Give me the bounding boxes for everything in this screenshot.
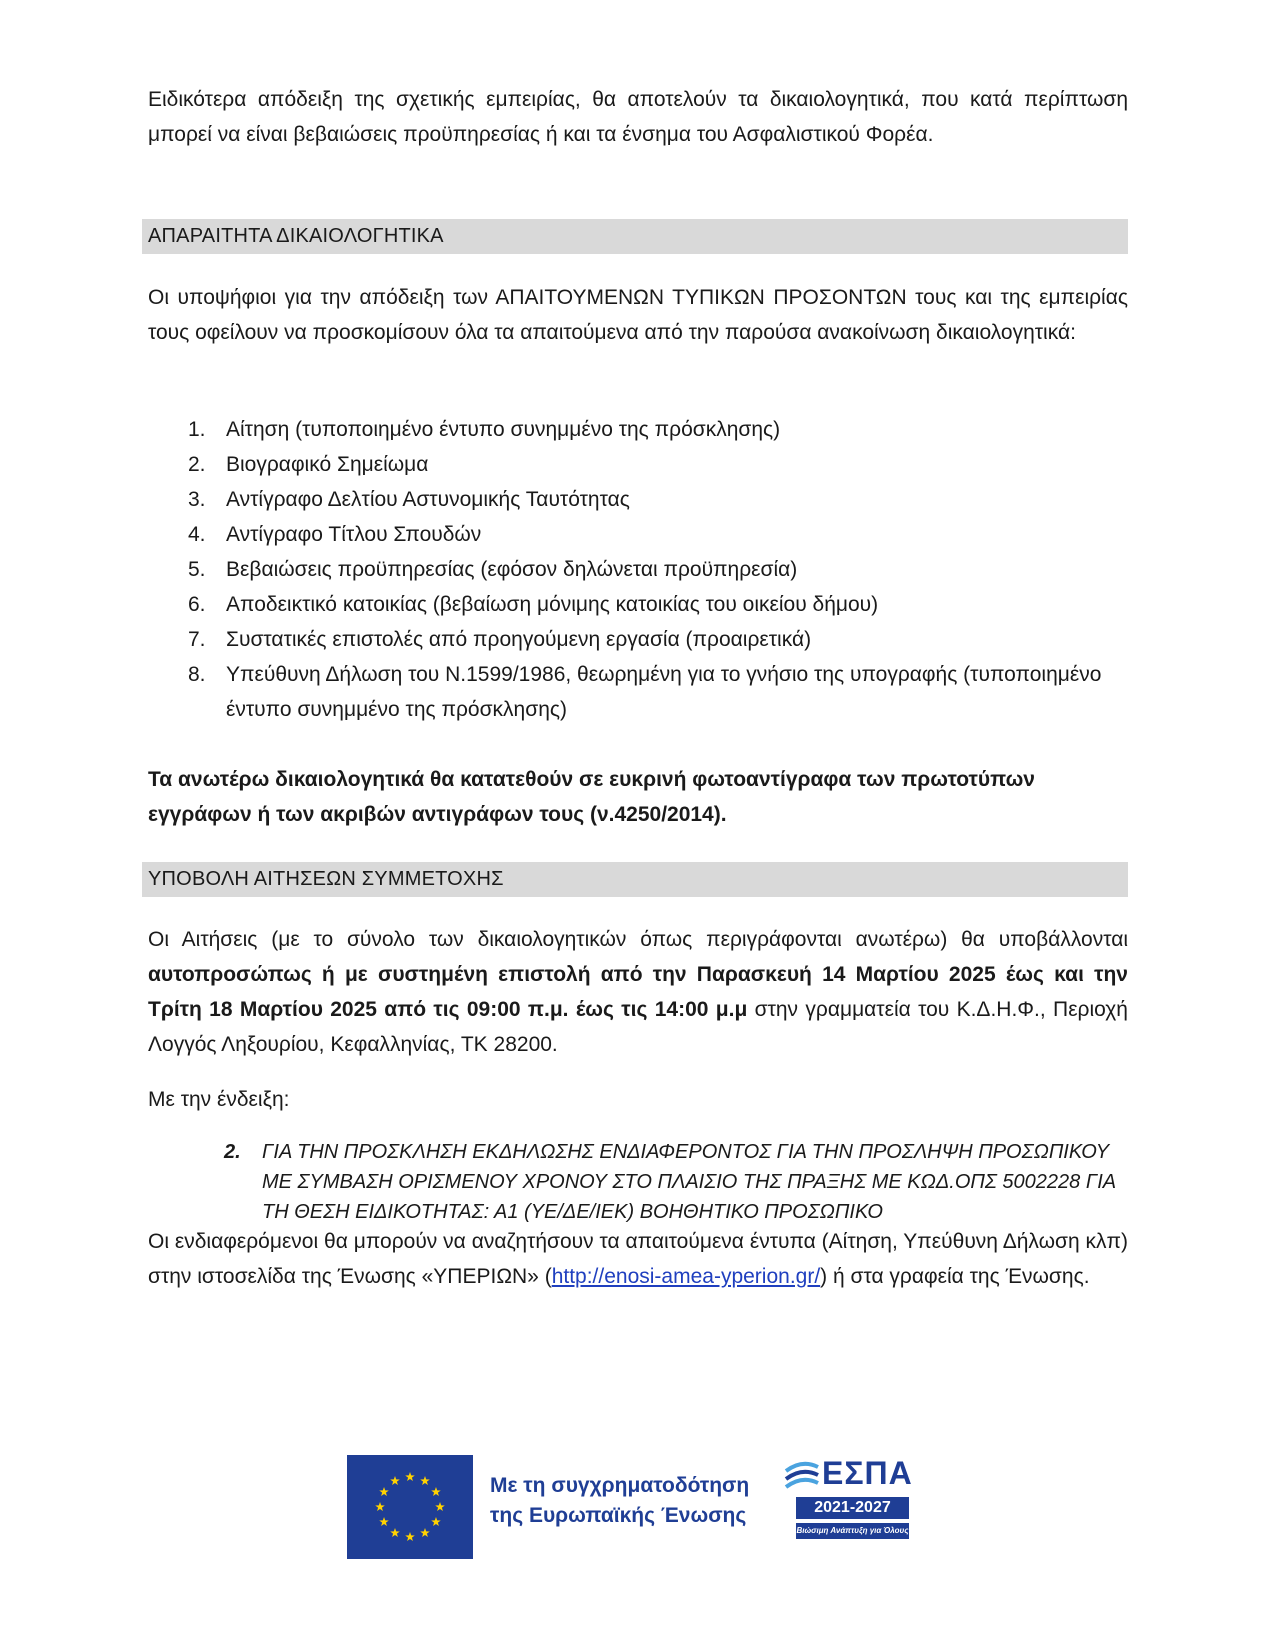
indication-label: Με την ένδειξη:: [148, 1088, 290, 1111]
list-item: [148, 622, 1128, 657]
intro-paragraph: Ειδικότερα απόδειξη της σχετικής εμπειρίας, θα αποτελούν τα δικαιολογητικά, που κατά περίπτωση μπορεί να είναι βεβαιώσεις προϋπηρεσίας ή και τα ένσημα του Ασφαλιστικού Φορέα.: [148, 88, 1128, 146]
list-item-number: 2.: [188, 453, 206, 476]
submission-paragraph: [148, 922, 1128, 1062]
forms-text-end: ) ή στα γραφεία της Ένωσης.: [820, 1265, 1090, 1288]
funding-footer: [347, 1455, 947, 1560]
eu-cofunding-line2: της Ευρωπαϊκής Ένωσης: [490, 1504, 747, 1527]
list-item-text: Αντίγραφο Τίτλου Σπουδών: [226, 523, 482, 546]
eu-star-icon: [431, 1517, 441, 1526]
eu-star-icon: [390, 1528, 400, 1537]
list-item-number: 5.: [188, 558, 206, 581]
eu-star-icon: [375, 1502, 385, 1511]
submission-text-end: στην γραμματεία του Κ.Δ.Η.Φ., Περιοχή Λογγός Ληξουρίου, Κεφαλληνίας, ΤΚ 28200.: [148, 998, 1128, 1056]
eu-star-icon: [420, 1476, 430, 1485]
documents-intro-paragraph: Οι υποψήφιοι για την απόδειξη των ΑΠΑΙΤΟΥΜΕΝΩΝ ΤΥΠΙΚΩΝ ΠΡΟΣΟΝΤΩΝ τους και της εμπειρίας τους οφείλουν να προσκομίσουν όλα τα απαιτούμενα από την παρούσα ανακοίνωση δικαιολογητικά:: [148, 286, 1128, 344]
espa-logo: [782, 1455, 912, 1559]
list-item-number: 3.: [188, 488, 206, 511]
eu-stars-icon: [347, 1455, 473, 1559]
espa-title: ΕΣΠΑ: [822, 1455, 913, 1491]
list-item: [148, 412, 1128, 447]
list-item-text: Αποδεικτικό κατοικίας (βεβαίωση μόνιμης κατοικίας του οικείου δήμου): [226, 593, 879, 616]
list-item-number: 7.: [188, 628, 206, 651]
section-heading-documents: ΑΠΑΡΑΙΤΗΤΑ ΔΙΚΑΙΟΛΟΓΗΤΙΚΑ: [142, 219, 1128, 254]
list-item: [148, 552, 1128, 587]
eu-star-icon: [379, 1517, 389, 1526]
list-item-number: 1.: [188, 418, 206, 441]
marking-number: 2.: [224, 1141, 241, 1163]
list-item: [148, 447, 1128, 482]
espa-tagline: Βιώσιμη Ανάπτυξη για Όλους: [796, 1523, 909, 1539]
espa-waves-icon: [782, 1457, 822, 1497]
eu-cofunding-line1: Με τη συγχρηματοδότηση: [490, 1474, 750, 1497]
list-item-text: Βεβαιώσεις προϋπηρεσίας (εφόσον δηλώνεται προϋπηρεσία): [226, 558, 798, 581]
list-item-number: 8.: [188, 663, 206, 686]
list-item-number: 4.: [188, 523, 206, 546]
list-item-text: Υπεύθυνη Δήλωση του Ν.1599/1986, θεωρημένη για το γνήσιο της υπογραφής (τυποποιημένο έντυπο συνημμένο της πρόσκλησης): [226, 663, 1102, 721]
eu-flag-icon: [347, 1455, 473, 1559]
list-item: [148, 482, 1128, 517]
eu-star-icon: [431, 1487, 441, 1496]
eu-star-icon: [390, 1476, 400, 1485]
eu-star-icon: [379, 1487, 389, 1496]
list-item-text: Αντίγραφο Δελτίου Αστυνομικής Ταυτότητας: [226, 488, 630, 511]
espa-years: 2021-2027: [796, 1497, 909, 1519]
list-item: [148, 517, 1128, 552]
eu-star-icon: [405, 1472, 415, 1481]
envelope-marking: [224, 1137, 1124, 1227]
forms-text-start: Οι ενδιαφερόμενοι θα μπορούν να αναζητήσουν τα απαιτούμενα έντυπα (Αίτηση, Υπεύθυνη Δήλωση κλπ) στην ιστοσελίδα της Ένωσης «ΥΠΕΡΙΩΝ» (: [148, 1230, 1128, 1288]
list-item: [148, 587, 1128, 622]
forms-paragraph: [148, 1224, 1128, 1294]
list-item: [148, 657, 1128, 727]
eu-star-icon: [435, 1502, 445, 1511]
list-item-text: Βιογραφικό Σημείωμα: [226, 453, 429, 476]
documents-note: Τα ανωτέρω δικαιολογητικά θα κατατεθούν σε ευκρινή φωτοαντίγραφα των πρωτοτύπων εγγράφων ή των ακριβών αντιγράφων τους (ν.4250/2014).: [148, 768, 1035, 826]
marking-text: ΓΙΑ ΤΗΝ ΠΡΟΣΚΛΗΣΗ ΕΚΔΗΛΩΣΗΣ ΕΝΔΙΑΦΕΡΟΝΤΟΣ ΓΙΑ ΤΗΝ ΠΡΟΣΛΗΨΗ ΠΡΟΣΩΠΙΚΟΥ ΜΕ ΣΥΜΒΑΣΗ ΟΡΙΣΜΕΝΟΥ ΧΡΟΝΟΥ ΣΤΟ ΠΛΑΙΣΙΟ ΤΗΣ ΠΡΑΞΗΣ ΜΕ ΚΩΔ.ΟΠΣ 5002228 ΓΙΑ ΤΗ ΘΕΣΗ ΕΙΔΙΚΟΤΗΤΑΣ: Α1 (ΥΕ/ΔΕ/ΙΕΚ) ΒΟΗΘΗΤΙΚΟ ΠΡΟΣΩΠΙΚΟ: [262, 1141, 1116, 1223]
required-documents-list: [148, 412, 1128, 727]
eu-cofunding-text: [490, 1471, 749, 1531]
eu-star-icon: [405, 1532, 415, 1541]
list-item-number: 6.: [188, 593, 206, 616]
submission-dates: αυτοπροσώπως ή με συστημένη επιστολή από την Παρασκευή 14 Μαρτίου 2025 έως και την Τρίτη 18 Μαρτίου 2025 από τις 09:00 π.μ. έως τις 14:00 μ.μ: [148, 963, 1128, 1021]
section-heading-submission: ΥΠΟΒΟΛΗ ΑΙΤΗΣΕΩΝ ΣΥΜΜΕΤΟΧΗΣ: [142, 862, 1128, 897]
list-item-text: Συστατικές επιστολές από προηγούμενη εργασία (προαιρετικά): [226, 628, 812, 651]
eu-star-icon: [420, 1528, 430, 1537]
website-link[interactable]: http://enosi-amea-yperion.gr/: [551, 1265, 821, 1288]
list-item-text: Αίτηση (τυποποιημένο έντυπο συνημμένο της πρόσκλησης): [226, 418, 781, 441]
submission-text-start: Οι Αιτήσεις (με το σύνολο των δικαιολογητικών όπως περιγράφονται ανωτέρω) θα υποβάλλονται: [148, 928, 1128, 951]
